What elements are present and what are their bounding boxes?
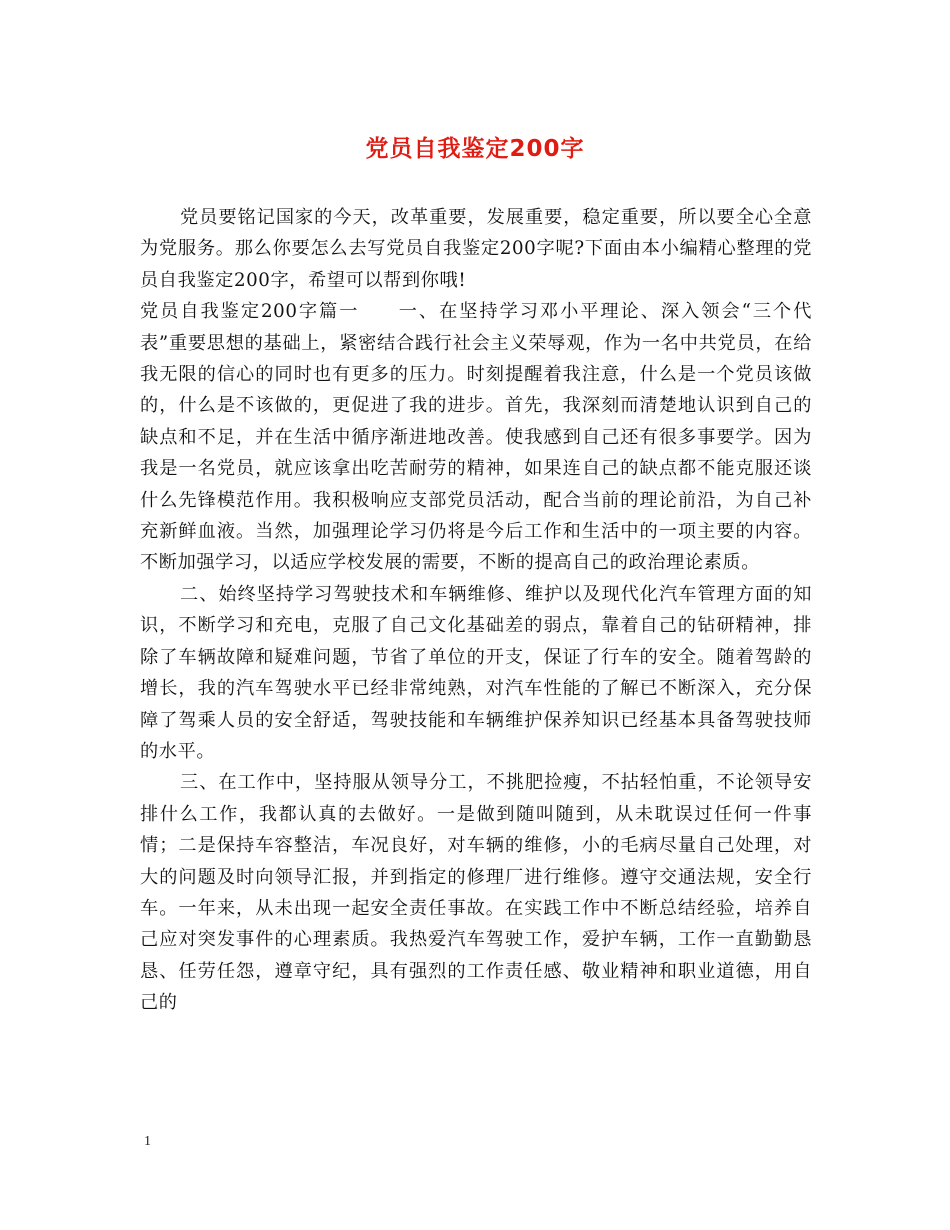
intro-paragraph: 党员要铭记国家的今天，改革重要，发展重要，稳定重要，所以要全心全意为党服务。那么你要怎么去写党员自我鉴定200字呢?下面由本小编精心整理的党员自我鉴定200字，希望可以帮到你哦! [140, 207, 812, 291]
paragraph-two: 二、始终坚持学习驾驶技术和车辆维修、维护以及现代化汽车管理方面的知识，不断学习和充电，克服了自己文化基础差的弱点，靠着自己的钻研精神，排除了车辆故障和疑难问题，节省了单位的开支，保证了行车的安全。随着驾龄的增长，我的汽车驾驶水平已经非常纯熟，对汽车性能的了解已不断深入，充分保障了驾乘人员的安全舒适，驾驶技能和车辆维护保养知识已经基本具备驾驶技师的水平。 [140, 583, 812, 762]
paragraph-one-text: 一、在坚持学习邓小平理论、深入领会“三个代表”重要思想的基础上，紧密结合践行社会主义荣辱观，作为一名中共党员，在给我无限的信心的同时也有更多的压力。时刻提醒着我注意，什么是一个党员该做的，什么是不该做的，更促进了我的进步。首先，我深刻而清楚地认识到自己的缺点和不足，并在生活中循序渐进地改善。使我感到自己还有很多事要学。因为我是一名党员，就应该拿出吃苦耐劳的精神，如果连自己的缺点都不能克服还谈什么先锋模范作用。我积极响应支部党员活动，配合当前的理论前沿，为自己补充新鲜血液。当然，加强理论学习仍将是今后工作和生活中的一项主要的内容。不断加强学习，以适应学校发展的需要，不断的提高自己的政治理论素质。 [140, 301, 812, 574]
document-title: 党员自我鉴定200字 [365, 136, 585, 162]
section-one-paragraph [140, 296, 812, 579]
section-label: 党员自我鉴定200字篇一 [140, 301, 360, 323]
document-body [140, 202, 812, 1019]
page-number: 1 [144, 1134, 151, 1149]
paragraph-three: 三、在工作中，坚持服从领导分工，不挑肥捡瘦，不拈轻怕重，不论领导安排什么工作，我都认真的去做好。一是做到随叫随到，从未耽误过任何一件事情；二是保持车容整洁，车况良好，对车辆的维修，小的毛病尽量自己处理，对大的问题及时向领导汇报，并到指定的修理厂进行维修。遵守交通法规，安全行车。一年来，从未出现一起安全责任事故。在实践工作中不断总结经验，培养自己应对突发事件的心理素质。我热爱汽车驾驶工作，爱护车辆，工作一直勤勤恳恳、任劳任怨，遵章守纪，具有强烈的工作责任感、敬业精神和职业道德，用自己的 [140, 772, 812, 1014]
